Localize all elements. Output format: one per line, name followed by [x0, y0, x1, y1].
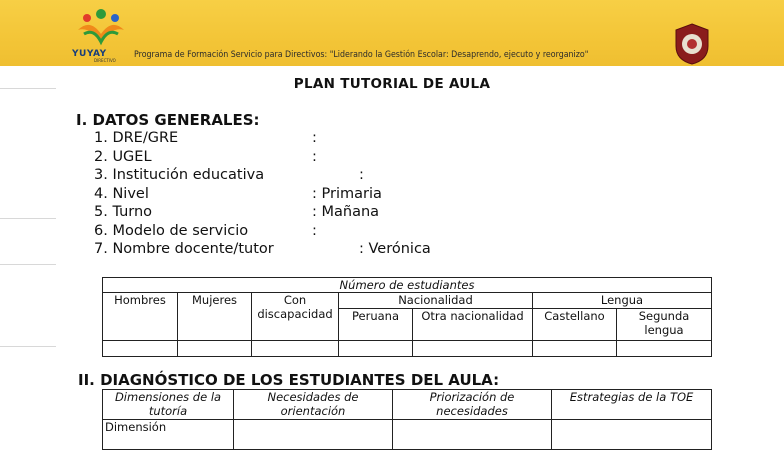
section-heading-diagnostico: II. DIAGNÓSTICO DE LOS ESTUDIANTES DEL AULA: — [78, 371, 500, 389]
header-nacionalidad: Nacionalidad — [339, 293, 533, 309]
table-cell — [533, 341, 617, 357]
header-banner — [0, 0, 784, 66]
field-label-institucion: 3. Institución educativa — [94, 167, 265, 183]
header-peruana: Peruana — [339, 309, 413, 341]
table-cell — [234, 420, 393, 450]
table-cell — [339, 341, 413, 357]
crest-icon — [672, 22, 712, 66]
field-value-modelo: : — [312, 223, 317, 239]
field-label-turno: 5. Turno — [94, 204, 153, 220]
table-cell — [413, 341, 533, 357]
header-otra-nacionalidad: Otra nacionalidad — [413, 309, 533, 341]
header-priorizacion: Priorización de necesidades — [393, 390, 552, 420]
field-value-docente: : Verónica — [359, 241, 431, 257]
header-mujeres: Mujeres — [178, 293, 252, 341]
page-title: PLAN TUTORIAL DE AULA — [293, 76, 491, 92]
field-label-docente: 7. Nombre docente/tutor — [94, 241, 274, 257]
field-label-dre: 1. DRE/GRE — [94, 130, 179, 146]
students-table-caption: Número de estudiantes — [103, 278, 712, 293]
header-necesidades: Necesidades de orientación — [234, 390, 393, 420]
field-value-institucion: : — [359, 167, 364, 183]
page-edge-mark — [0, 218, 56, 219]
field-label-nivel: 4. Nivel — [94, 186, 149, 202]
table-cell — [617, 341, 712, 357]
logo-subtext: DIRECTIVO — [94, 58, 116, 63]
field-value-ugel: : — [312, 149, 317, 165]
program-title: Programa de Formación Servicio para Directivos: "Liderando la Gestión Escolar: Desaprendo, ejecuto y reorganizo" — [134, 49, 589, 60]
table-cell — [103, 341, 178, 357]
header-castellano: Castellano — [533, 309, 617, 341]
page-edge-mark — [0, 264, 56, 265]
header-dimensiones: Dimensiones de la tutoría — [103, 390, 234, 420]
header-hombres: Hombres — [103, 293, 178, 341]
header-estrategias: Estrategias de la TOE — [552, 390, 712, 420]
header-lengua: Lengua — [533, 293, 712, 309]
logo-text: YUYAY — [72, 49, 107, 59]
table-cell — [252, 341, 339, 357]
table-cell — [393, 420, 552, 450]
header-discapacidad: Con discapacidad — [252, 293, 339, 341]
header-segunda-lengua: Segunda lengua — [617, 309, 712, 341]
field-value-nivel: : Primaria — [312, 186, 382, 202]
page-edge-mark — [0, 346, 56, 347]
field-label-modelo: 6. Modelo de servicio — [94, 223, 249, 239]
table-cell — [178, 341, 252, 357]
field-value-dre: : — [312, 130, 317, 146]
cell-dimension: Dimensión — [103, 420, 234, 450]
table-cell — [552, 420, 712, 450]
field-label-ugel: 2. UGEL — [94, 149, 152, 165]
students-table — [102, 277, 712, 357]
section-heading-general: I. DATOS GENERALES: — [76, 111, 260, 129]
field-value-turno: : Mañana — [312, 204, 380, 220]
